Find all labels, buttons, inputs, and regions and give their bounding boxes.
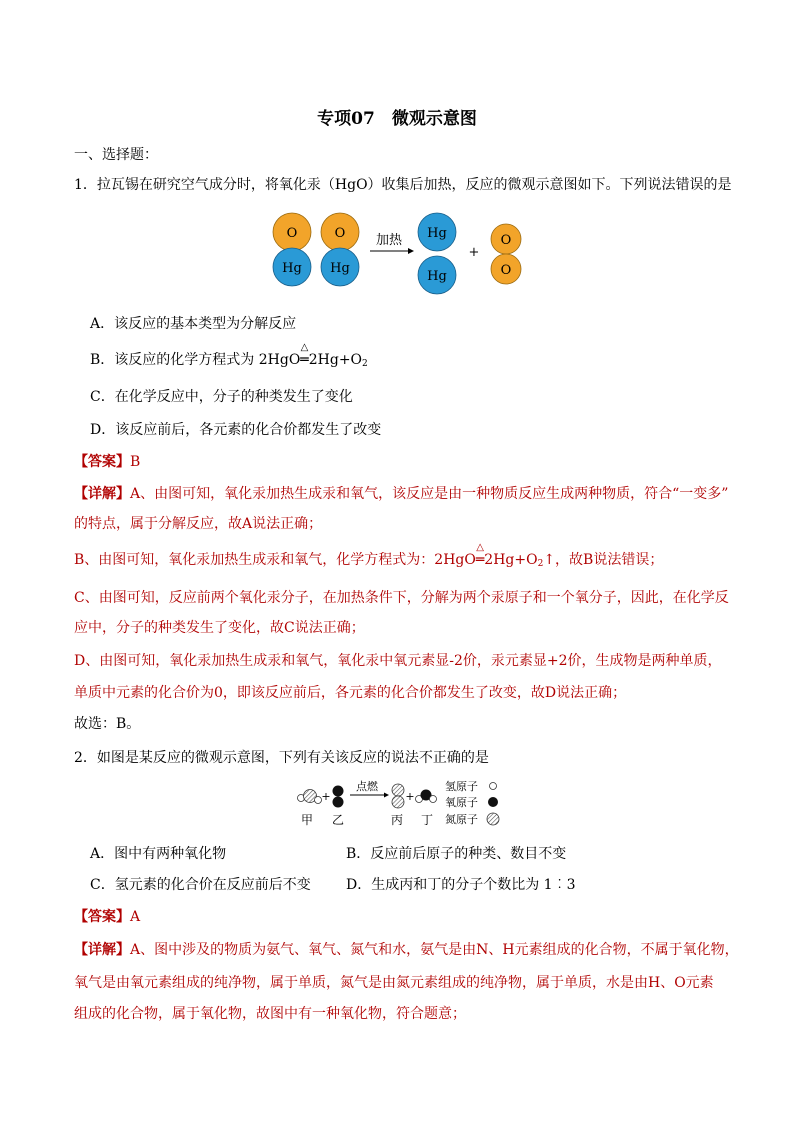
answer-label: 【答案】	[74, 909, 130, 925]
q2-answer	[74, 907, 724, 927]
detail-text: A、由图可知，氧化汞加热生成汞和氧气，该反应是由一种物质反应生成两种物质，符合“一变多”	[130, 486, 729, 502]
q2-option-b: B．反应前后原子的种类、数目不变	[346, 846, 567, 862]
reaction-condition: 点燃	[356, 780, 378, 793]
n-atom	[392, 796, 404, 808]
hg-atom-label: Hg	[282, 261, 302, 276]
hg-atom-label: Hg	[330, 261, 350, 276]
heat-equals	[475, 542, 485, 570]
o-atom	[333, 797, 344, 808]
detail-text: A、图中涉及的物质为氨气、氧气、氮气和水，氨气是由N、H元素组成的化合物，不属于氧化物，	[130, 942, 739, 958]
heat-triangle-icon: △	[300, 342, 309, 353]
label-bing: 丙	[390, 813, 404, 827]
q2-detail-line	[74, 940, 739, 960]
q2-detail-line: 氧气是由氧元素组成的纯净物，属于单质，氮气是由氮元素组成的纯净物，属于单质，水是由H、O元素	[74, 975, 714, 991]
label-jia: 甲	[300, 813, 314, 827]
q1-option-b-product: 2Hg+O	[308, 352, 363, 368]
heat-equals	[300, 342, 309, 370]
heat-triangle-icon: △	[476, 542, 484, 553]
q1-option-b	[90, 342, 740, 374]
q2-option-a: A．图中有两种氧化物	[90, 846, 227, 862]
q1-option-c: C．在化学反应中，分子的种类发生了变化	[90, 389, 353, 405]
label-ding: 丁	[420, 813, 434, 827]
q1-diagram	[268, 210, 538, 302]
q1-detail-line	[74, 542, 724, 574]
subscript: 2	[537, 559, 544, 569]
q1-detail-line: C、由图可知，反应前两个氧化汞分子，在加热条件下，分解为两个汞原子和一个氧分子，因此，在化学反	[74, 590, 729, 606]
answer-value: B	[130, 454, 141, 470]
q1-option-b-text: B．该反应的化学方程式为 2HgO	[90, 352, 301, 368]
hg-atom-label: Hg	[427, 226, 447, 241]
legend-nitrogen: 氮原子	[445, 813, 478, 826]
plus-sign: +	[468, 245, 480, 260]
detail-label: 【详解】	[74, 486, 130, 502]
q1-option-a: A．该反应的基本类型为分解反应	[90, 316, 297, 332]
detail-text: B、由图可知，氧化汞加热生成汞和氧气，化学方程式为：2HgO	[74, 552, 476, 568]
o-atom-label: O	[500, 233, 512, 248]
section-heading: 一、选择题：	[74, 147, 158, 163]
page-title: 专项07 微观示意图	[317, 109, 477, 129]
q1-detail-line	[74, 484, 729, 504]
q1-detail-line: 应中，分子的种类发生了变化，故C说法正确；	[74, 620, 365, 636]
plus-sign: +	[405, 790, 415, 803]
equals-sign: ═	[300, 352, 309, 368]
o-atom-label: O	[286, 226, 298, 241]
q1-option-d: D．该反应前后，各元素的化合价都发生了改变	[90, 422, 382, 438]
q1-detail-line: D、由图可知，氧化汞加热生成汞和氧气，氧化汞中氧元素显-2价，汞元素显+2价，生成物是两种单质，	[74, 653, 722, 669]
subscript: 2	[362, 359, 368, 369]
equals-sign: ═	[475, 552, 485, 568]
arrow-head	[384, 793, 389, 798]
hg-atom-label: Hg	[427, 269, 447, 284]
detail-text: ↑，故B说法错误；	[543, 552, 664, 568]
detail-label: 【详解】	[74, 942, 130, 958]
q1-stem: 1．拉瓦锡在研究空气成分时，将氧化汞（HgO）收集后加热，反应的微观示意图如下。下列说法错误的是	[74, 177, 732, 193]
legend-oxygen: 氧原子	[445, 796, 478, 809]
o-atom-label: O	[500, 263, 512, 278]
detail-text: 2Hg+O	[484, 552, 538, 568]
plus-sign: +	[321, 790, 331, 803]
legend-n-atom	[487, 813, 499, 825]
q2-detail-line: 组成的化合物，属于氧化物，故图中有一种氧化物，符合题意；	[74, 1006, 466, 1022]
legend-o-atom	[488, 797, 498, 807]
q1-answer	[74, 452, 724, 472]
q2-option-d: D．生成丙和丁的分子个数比为 1︰3	[346, 877, 576, 893]
o-atom-label: O	[334, 226, 346, 241]
q2-option-c: C．氢元素的化合价在反应前后不变	[90, 877, 311, 893]
reaction-condition: 加热	[375, 233, 403, 248]
answer-label: 【答案】	[74, 454, 130, 470]
q1-detail-line: 单质中元素的化合价为0，即该反应前后，各元素的化合价都发生了改变，故D说法正确；	[74, 685, 627, 701]
h-atom	[430, 796, 437, 803]
arrow-head	[408, 248, 414, 254]
q2-stem: 2．如图是某反应的微观示意图，下列有关该反应的说法不正确的是	[74, 750, 489, 766]
q2-diagram	[295, 778, 505, 830]
legend-hydrogen: 氢原子	[445, 780, 478, 793]
o-atom	[333, 786, 344, 797]
q1-conclusion: 故选：B。	[74, 716, 141, 732]
n-atom	[392, 784, 404, 796]
legend-h-atom	[490, 783, 497, 790]
label-yi: 乙	[331, 813, 345, 827]
answer-value: A	[130, 909, 141, 925]
q1-detail-line: 的特点，属于分解反应，故A说法正确；	[74, 516, 323, 532]
